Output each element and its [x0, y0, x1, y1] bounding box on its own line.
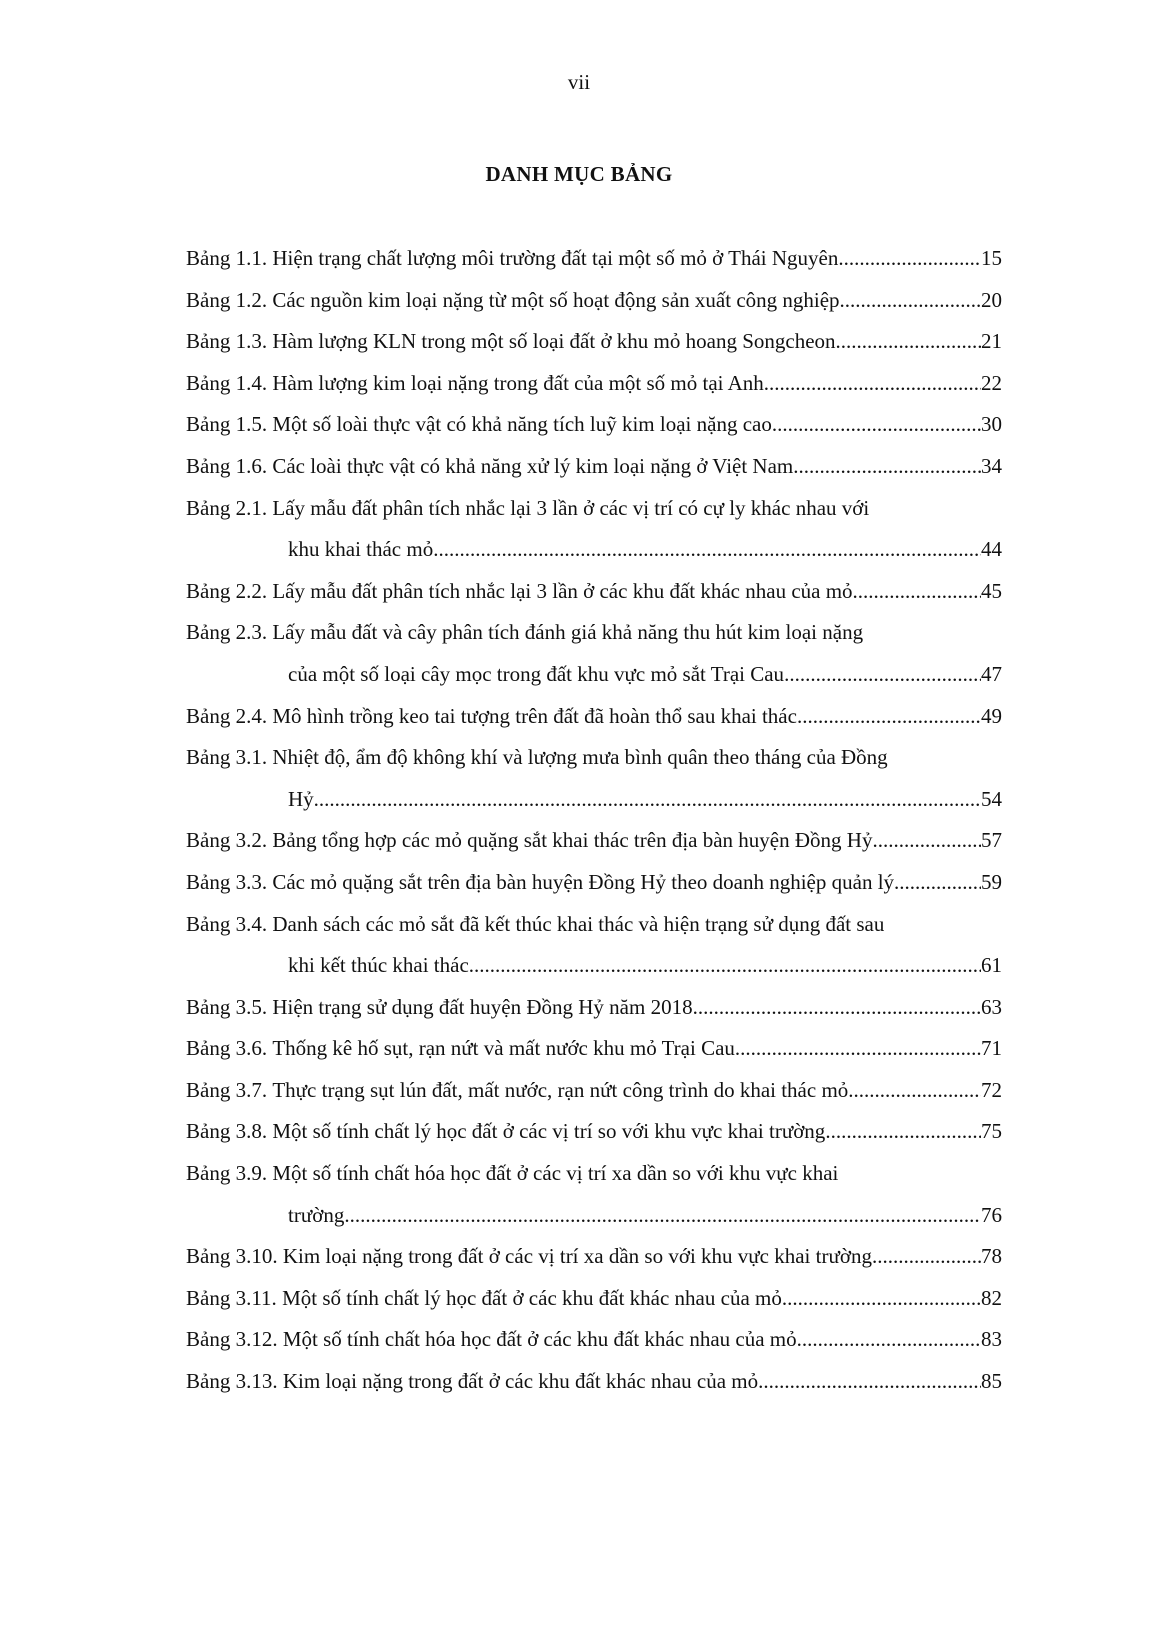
toc-entry[interactable]: [186, 1153, 1002, 1236]
toc-entry-title: Một số tính chất lý học đất ở các khu đất khác nhau của mỏ: [282, 1285, 782, 1310]
toc-entry[interactable]: [186, 862, 1002, 904]
toc-entry[interactable]: [186, 1111, 1002, 1153]
dot-leader: [764, 363, 981, 405]
dot-leader: [853, 571, 981, 613]
toc-entry-label: Bảng 3.13.: [186, 1369, 283, 1394]
dot-leader: [848, 1070, 981, 1112]
toc-entry-title: trường: [288, 1202, 345, 1227]
toc-entry-page-number: 20: [981, 287, 1002, 312]
dot-leader: [797, 1319, 981, 1361]
toc-entry-label: Bảng 1.5.: [186, 412, 273, 437]
toc-entry[interactable]: [186, 904, 1002, 987]
toc-entry-line: [186, 1361, 1002, 1403]
dot-leader: [894, 862, 981, 904]
toc-entry-line: [186, 862, 1002, 904]
toc-entry-label: Bảng 1.6.: [186, 453, 273, 478]
toc-entry-label: Bảng 3.10.: [186, 1244, 283, 1269]
dot-leader: [693, 987, 981, 1029]
toc-entry-line: [186, 1070, 1002, 1112]
toc-entry-title: Hiện trạng chất lượng môi trường đất tại một số mỏ ở Thái Nguyên: [272, 246, 839, 270]
toc-entry-label: Bảng 1.4.: [186, 370, 273, 395]
toc-entry[interactable]: [186, 1070, 1002, 1112]
toc-entry-title: Một số tính chất hóa học đất ở các khu đất khác nhau của mỏ: [282, 1327, 797, 1352]
toc-entry[interactable]: [186, 571, 1002, 613]
toc-entry-page-number: 15: [981, 246, 1002, 270]
toc-entry-line: [186, 363, 1002, 405]
toc-entry-page-number: 49: [981, 703, 1002, 728]
toc-entry[interactable]: [186, 280, 1002, 322]
toc-entry-line: [186, 779, 1002, 821]
toc-entry[interactable]: [186, 321, 1002, 363]
toc-entry-title: Kim loại nặng trong đất ở các khu đất khác nhau của mỏ: [282, 1369, 759, 1394]
toc-entry-title: Nhiệt độ, ẩm độ không khí và lượng mưa bình quân theo tháng của Đồng: [272, 745, 888, 770]
toc-entry-line: [186, 446, 1002, 488]
page-title: DANH MỤC BẢNG: [485, 162, 673, 186]
toc-entry-page-number: 63: [981, 994, 1002, 1019]
toc-entry-title: Hiện trạng sử dụng đất huyện Đồng Hỷ năm 2018: [272, 994, 693, 1019]
toc-entry-title: Hàm lượng kim loại nặng trong đất của một số mỏ tại Anh: [272, 370, 764, 395]
toc-entry-label: Bảng 3.4.: [186, 911, 273, 936]
dot-leader: [838, 238, 981, 280]
toc-entry-title: Hàm lượng KLN trong một số loại đất ở khu mỏ hoang Songcheon: [272, 329, 836, 354]
toc-entry-label: Bảng 3.11.: [186, 1285, 283, 1310]
toc-entry-page-number: 61: [981, 953, 1002, 978]
toc-entry-page-number: 21: [981, 329, 1002, 354]
toc-entry-line: [186, 654, 1002, 696]
toc-entry-label: Bảng 3.5.: [186, 994, 273, 1019]
toc-entry-line: [186, 571, 1002, 613]
toc-entry-line: [186, 904, 1002, 946]
dot-leader: [314, 779, 981, 821]
toc-entry-title: của một số loại cây mọc trong đất khu vực mỏ sắt Trại Cau: [288, 661, 785, 686]
dot-leader: [758, 1361, 981, 1403]
dot-leader: [469, 945, 981, 987]
dot-leader: [344, 1195, 981, 1237]
dot-leader: [840, 280, 981, 322]
toc-entry-line: [186, 945, 1002, 987]
toc-entry-page-number: 22: [981, 370, 1002, 395]
toc-entry-line: [186, 820, 1002, 862]
dot-leader: [872, 1236, 981, 1278]
toc-entry-line: [186, 1153, 1002, 1195]
toc-entry[interactable]: [186, 820, 1002, 862]
toc-entry-line: [186, 1195, 1002, 1237]
toc-entry-label: Bảng 1.3.: [186, 329, 273, 354]
toc-entry-label: Bảng 2.1.: [186, 495, 273, 520]
toc-entry-page-number: 78: [981, 1244, 1002, 1269]
toc-entry-page-number: 34: [981, 453, 1002, 478]
toc-entry-line: [186, 737, 1002, 779]
toc-entry-title: Các loài thực vật có khả năng xử lý kim loại nặng ở Việt Nam: [272, 453, 794, 478]
toc-entry-page-number: 83: [981, 1327, 1002, 1352]
toc-entry-title: Một số loài thực vật có khả năng tích luỹ kim loại nặng cao: [272, 412, 772, 437]
toc-entry-title: Một số tính chất hóa học đất ở các vị trí xa dần so với khu vực khai: [272, 1161, 839, 1186]
toc-entry-label: Bảng 3.7.: [186, 1077, 273, 1102]
toc-entry[interactable]: [186, 737, 1002, 820]
toc-entry-label: Bảng 3.2.: [186, 828, 273, 853]
toc-entry-label: Bảng 1.1.: [186, 246, 273, 270]
toc-entry-page-number: 54: [981, 786, 1002, 811]
toc-entry-page-number: 45: [981, 578, 1002, 603]
toc-entry-line: [186, 612, 1002, 654]
toc-entry-title: Lấy mẫu đất phân tích nhắc lại 3 lần ở các khu đất khác nhau của mỏ: [272, 578, 853, 603]
toc-entry-line: [186, 1319, 1002, 1361]
toc-entry-page-number: 82: [981, 1285, 1002, 1310]
toc-entry-page-number: 47: [981, 661, 1002, 686]
toc-entry-title: Lấy mẫu đất phân tích nhắc lại 3 lần ở các vị trí có cự ly khác nhau với: [272, 495, 870, 520]
toc-entry-page-number: 57: [981, 828, 1002, 853]
toc-entry[interactable]: [186, 1278, 1002, 1320]
page-number: vii: [567, 70, 591, 94]
toc-entry[interactable]: [186, 1028, 1002, 1070]
dot-leader: [872, 820, 981, 862]
toc-entry-label: Bảng 2.2.: [186, 578, 273, 603]
toc-entry-page-number: 44: [981, 537, 1002, 562]
toc-entry[interactable]: [186, 1319, 1002, 1361]
toc-entry-title: Hỷ: [288, 786, 314, 811]
toc-entry-title: Kim loại nặng trong đất ở các vị trí xa dần so với khu vực khai trường: [282, 1244, 872, 1269]
toc-entry[interactable]: [186, 363, 1002, 405]
toc-entry-title: khu khai thác mỏ: [288, 537, 434, 562]
toc-entry-line: [186, 1111, 1002, 1153]
toc-entry[interactable]: [186, 446, 1002, 488]
toc-entry-page-number: 71: [981, 1036, 1002, 1061]
dot-leader: [772, 404, 981, 446]
table-of-tables: [186, 238, 1002, 1403]
toc-entry[interactable]: [186, 238, 1002, 280]
dot-leader: [782, 1278, 981, 1320]
toc-entry[interactable]: [186, 987, 1002, 1029]
toc-entry-page-number: 59: [981, 869, 1002, 894]
toc-entry-page-number: 76: [981, 1202, 1002, 1227]
toc-entry-label: Bảng 3.6.: [186, 1036, 273, 1061]
toc-entry-label: Bảng 3.8.: [186, 1119, 273, 1144]
toc-entry-title: khi kết thúc khai thác: [288, 953, 469, 978]
toc-entry-label: Bảng 1.2.: [186, 287, 273, 312]
toc-entry-page-number: 75: [981, 1119, 1002, 1144]
dot-leader: [433, 529, 981, 571]
toc-entry-line: [186, 1278, 1002, 1320]
toc-entry[interactable]: [186, 612, 1002, 695]
toc-entry-line: [186, 238, 1002, 280]
toc-entry-page-number: 85: [981, 1369, 1002, 1394]
toc-entry[interactable]: [186, 404, 1002, 446]
toc-entry[interactable]: [186, 488, 1002, 571]
toc-entry-page-number: 72: [981, 1077, 1002, 1102]
toc-entry-line: [186, 1028, 1002, 1070]
toc-entry-line: [186, 987, 1002, 1029]
toc-entry-line: [186, 488, 1002, 530]
toc-entry-title: Các nguồn kim loại nặng từ một số hoạt động sản xuất công nghiệp: [272, 287, 840, 312]
toc-entry-label: Bảng 3.3.: [186, 869, 273, 894]
dot-leader: [784, 654, 981, 696]
toc-entry-title: Danh sách các mỏ sắt đã kết thúc khai thác và hiện trạng sử dụng đất sau: [272, 911, 885, 936]
toc-entry-page-number: 30: [981, 412, 1002, 437]
toc-entry-line: [186, 404, 1002, 446]
dot-leader: [793, 446, 981, 488]
toc-entry-title: Mô hình trồng keo tai tượng trên đất đã hoàn thổ sau khai thác: [272, 703, 797, 728]
toc-entry-line: [186, 696, 1002, 738]
toc-entry-line: [186, 529, 1002, 571]
toc-entry-title: Thống kê hố sụt, rạn nứt và mất nước khu mỏ Trại Cau: [272, 1036, 735, 1061]
toc-entry-title: Thực trạng sụt lún đất, mất nước, rạn nứt công trình do khai thác mỏ: [272, 1077, 849, 1102]
dot-leader: [735, 1028, 981, 1070]
toc-entry-label: Bảng 3.12.: [186, 1327, 283, 1352]
toc-entry-line: [186, 1236, 1002, 1278]
toc-entry-title: Bảng tổng hợp các mỏ quặng sắt khai thác trên địa bàn huyện Đồng Hỷ: [272, 828, 873, 853]
toc-entry[interactable]: [186, 696, 1002, 738]
toc-entry-label: Bảng 2.4.: [186, 703, 273, 728]
dot-leader: [797, 696, 981, 738]
toc-entry[interactable]: [186, 1236, 1002, 1278]
toc-entry-label: Bảng 3.9.: [186, 1161, 273, 1186]
toc-entry-label: Bảng 3.1.: [186, 745, 273, 770]
toc-entry-line: [186, 321, 1002, 363]
toc-entry-line: [186, 280, 1002, 322]
toc-entry-title: Các mỏ quặng sắt trên địa bàn huyện Đồng Hỷ theo doanh nghiệp quản lý: [272, 869, 895, 894]
dot-leader: [836, 321, 981, 363]
toc-entry-title: Một số tính chất lý học đất ở các vị trí so với khu vực khai trường: [272, 1119, 826, 1144]
toc-entry-label: Bảng 2.3.: [186, 620, 273, 645]
toc-entry-title: Lấy mẫu đất và cây phân tích đánh giá khả năng thu hút kim loại nặng: [272, 620, 864, 645]
toc-entry[interactable]: [186, 1361, 1002, 1403]
dot-leader: [825, 1111, 981, 1153]
